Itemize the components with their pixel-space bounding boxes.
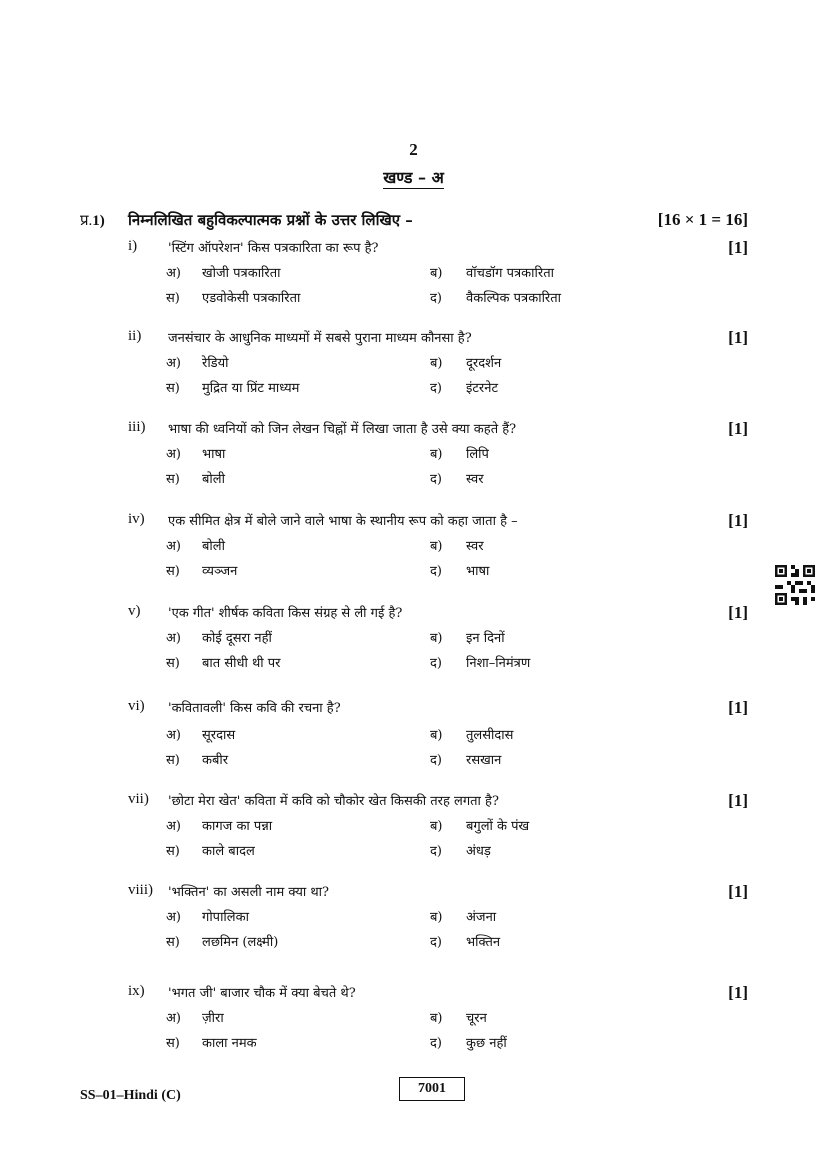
- option-c: [166, 561, 237, 579]
- question-marks: [1]: [728, 238, 748, 257]
- option-a: [166, 353, 229, 371]
- option-label: अ): [166, 539, 182, 554]
- option-text: एडवोकेसी पत्रकारिता: [202, 291, 301, 306]
- question-roman-number: i): [128, 238, 138, 254]
- mcq-question: [80, 419, 748, 489]
- option-text: बगुलों के पंख: [466, 819, 530, 834]
- option-label: अ): [166, 819, 182, 834]
- option-label: स): [166, 935, 180, 950]
- option-label: ब): [430, 910, 443, 925]
- option-label: अ): [166, 631, 182, 646]
- option-text: काला नमक: [202, 1036, 257, 1051]
- option-label: ब): [430, 1011, 443, 1026]
- option-label: ब): [430, 728, 443, 743]
- option-a: [166, 725, 235, 743]
- option-text: दूरदर्शन: [466, 356, 502, 371]
- question-marks: [1]: [728, 882, 748, 901]
- option-d: [430, 932, 500, 950]
- option-d: [430, 1033, 507, 1051]
- mcq-question: [80, 328, 748, 398]
- option-c: [166, 378, 299, 396]
- option-b: [430, 353, 501, 371]
- option-label: स): [166, 1036, 180, 1051]
- option-text: गोपालिका: [202, 910, 249, 925]
- option-c: [166, 1033, 257, 1051]
- option-text: ज़ीरा: [202, 1011, 224, 1026]
- mcq-question: [80, 983, 748, 1053]
- option-label: स): [166, 753, 180, 768]
- question-instruction: निम्नलिखित बहुविकल्पात्मक प्रश्नों के उत्तर लिखिए –: [128, 211, 413, 229]
- question-marks: [1]: [728, 511, 748, 530]
- option-label: ब): [430, 356, 443, 371]
- option-text: रसखान: [466, 753, 502, 768]
- question-roman-number: v): [128, 603, 141, 619]
- question-roman-number: ix): [128, 983, 145, 999]
- question-header: [80, 210, 748, 234]
- option-label: द): [430, 753, 442, 768]
- question-number: [80, 210, 105, 230]
- option-d: [430, 378, 498, 396]
- question-marks: [1]: [728, 603, 748, 622]
- option-label: द): [430, 381, 442, 396]
- option-label: अ): [166, 447, 182, 462]
- option-d: [430, 469, 484, 487]
- option-label: द): [430, 844, 442, 859]
- question-text: जनसंचार के आधुनिक माध्यमों में सबसे पुराना माध्यम कौनसा है?: [168, 331, 472, 346]
- option-label: स): [166, 381, 180, 396]
- option-a: [166, 444, 225, 462]
- option-label: द): [430, 472, 442, 487]
- option-text: स्वर: [466, 472, 484, 487]
- option-b: [430, 725, 513, 743]
- question-roman-number: viii): [128, 882, 153, 898]
- mcq-question: [80, 603, 748, 673]
- option-c: [166, 932, 278, 950]
- option-text: लिपि: [466, 447, 489, 462]
- question-marks: [1]: [728, 698, 748, 717]
- option-text: वॉचडॉग पत्रकारिता: [466, 266, 554, 281]
- question-marks: [1]: [728, 419, 748, 438]
- qr-code-icon: [775, 565, 815, 605]
- option-b: [430, 536, 484, 554]
- option-text: कोई दूसरा नहीं: [202, 631, 272, 646]
- question-text: भाषा की ध्वनियों को जिन लेखन चिह्नों में लिखा जाता है उसे क्या कहते हैं?: [168, 422, 517, 437]
- option-text: सूरदास: [202, 728, 236, 743]
- question-roman-number: iii): [128, 419, 146, 435]
- mcq-question: [80, 698, 748, 768]
- question-text: 'स्टिंग ऑपरेशन' किस पत्रकारिता का रूप है?: [168, 241, 379, 256]
- option-label: ब): [430, 539, 443, 554]
- option-label: अ): [166, 356, 182, 371]
- option-text: तुलसीदास: [466, 728, 514, 743]
- option-d: [430, 841, 491, 859]
- option-text: अंजना: [466, 910, 497, 925]
- option-text: कबीर: [202, 753, 229, 768]
- option-d: [430, 750, 501, 768]
- option-c: [166, 750, 228, 768]
- option-label: द): [430, 291, 442, 306]
- option-text: इन दिनों: [466, 631, 505, 646]
- mcq-question: [80, 238, 748, 308]
- option-c: [166, 841, 255, 859]
- question-roman-number: vii): [128, 791, 149, 807]
- question-number-prefix: प्र.: [80, 213, 93, 229]
- section-title-text: खण्ड – अ: [383, 168, 444, 187]
- option-text: काले बादल: [202, 844, 255, 859]
- question-roman-number: ii): [128, 328, 142, 344]
- option-text: निशा–निमंत्रण: [466, 656, 531, 671]
- question-text: 'भक्तिन' का असली नाम क्या था?: [168, 885, 330, 900]
- section-title: [0, 166, 827, 188]
- option-a: [166, 536, 225, 554]
- option-label: स): [166, 291, 180, 306]
- option-text: इंटरनेट: [466, 381, 499, 396]
- mcq-question: [80, 882, 748, 952]
- option-d: [430, 561, 489, 579]
- option-label: ब): [430, 447, 443, 462]
- option-label: द): [430, 1036, 442, 1051]
- option-text: खोजी पत्रकारिता: [202, 266, 281, 281]
- option-text: भाषा: [466, 564, 490, 579]
- question-text: 'छोटा मेरा खेत' कविता में कवि को चौकोर खेत किसकी तरह लगता है?: [168, 794, 499, 809]
- option-label: अ): [166, 728, 182, 743]
- option-text: अंधड़: [466, 844, 491, 859]
- question-text: एक सीमित क्षेत्र में बोले जाने वाले भाषा के स्थानीय रूप को कहा जाता है –: [168, 514, 518, 529]
- option-text: कागज का पन्ना: [202, 819, 273, 834]
- option-label: स): [166, 564, 180, 579]
- option-b: [430, 1008, 487, 1026]
- option-label: ब): [430, 631, 443, 646]
- option-b: [430, 907, 496, 925]
- option-label: द): [430, 564, 442, 579]
- option-text: व्यञ्जन: [202, 564, 238, 579]
- option-text: वैकल्पिक पत्रकारिता: [466, 291, 562, 306]
- option-text: मुद्रित या प्रिंट माध्यम: [202, 381, 300, 396]
- mcq-question: [80, 511, 748, 581]
- question-text: 'कवितावली' किस कवि की रचना है?: [168, 701, 341, 716]
- option-text: कुछ नहीं: [466, 1036, 507, 1051]
- paper-number-box: 7001: [399, 1077, 465, 1101]
- question-total-marks: [16 × 1 = 16]: [657, 210, 748, 229]
- question-marks: [1]: [728, 791, 748, 810]
- question-text: 'भगत जी' बाजार चौक में क्या बेचते थे?: [168, 986, 356, 1001]
- option-text: बोली: [202, 539, 225, 554]
- option-text: भाषा: [202, 447, 226, 462]
- option-c: [166, 469, 225, 487]
- option-label: स): [166, 656, 180, 671]
- option-a: [166, 263, 281, 281]
- option-label: अ): [166, 910, 182, 925]
- option-a: [166, 1008, 224, 1026]
- option-label: द): [430, 935, 442, 950]
- page-number: 2: [409, 140, 418, 159]
- option-label: ब): [430, 266, 443, 281]
- option-label: द): [430, 656, 442, 671]
- question-text: 'एक गीत' शीर्षक कविता किस संग्रह से ली गई है?: [168, 606, 403, 621]
- question-marks: [1]: [728, 983, 748, 1002]
- option-d: [430, 288, 561, 306]
- option-label: अ): [166, 1011, 182, 1026]
- question-roman-number: vi): [128, 698, 145, 714]
- option-text: लछमिन (लक्ष्मी): [202, 935, 279, 950]
- option-a: [166, 816, 272, 834]
- mcq-question: [80, 791, 748, 861]
- option-c: [166, 288, 300, 306]
- option-label: ब): [430, 819, 443, 834]
- option-label: अ): [166, 266, 182, 281]
- question-number-value: 1): [92, 213, 105, 229]
- option-d: [430, 653, 530, 671]
- option-label: स): [166, 472, 180, 487]
- option-b: [430, 263, 554, 281]
- option-a: [166, 907, 249, 925]
- paper-code: SS–01–Hindi (C): [80, 1088, 181, 1103]
- question-roman-number: iv): [128, 511, 145, 527]
- option-b: [430, 816, 529, 834]
- option-b: [430, 444, 489, 462]
- option-b: [430, 628, 505, 646]
- option-text: बोली: [202, 472, 225, 487]
- option-label: स): [166, 844, 180, 859]
- option-c: [166, 653, 281, 671]
- question-marks: [1]: [728, 328, 748, 347]
- option-text: चूरन: [466, 1011, 487, 1026]
- option-text: स्वर: [466, 539, 484, 554]
- option-text: रेडियो: [202, 356, 229, 371]
- option-text: भक्तिन: [466, 935, 501, 950]
- option-a: [166, 628, 272, 646]
- option-text: बात सीधी थी पर: [202, 656, 281, 671]
